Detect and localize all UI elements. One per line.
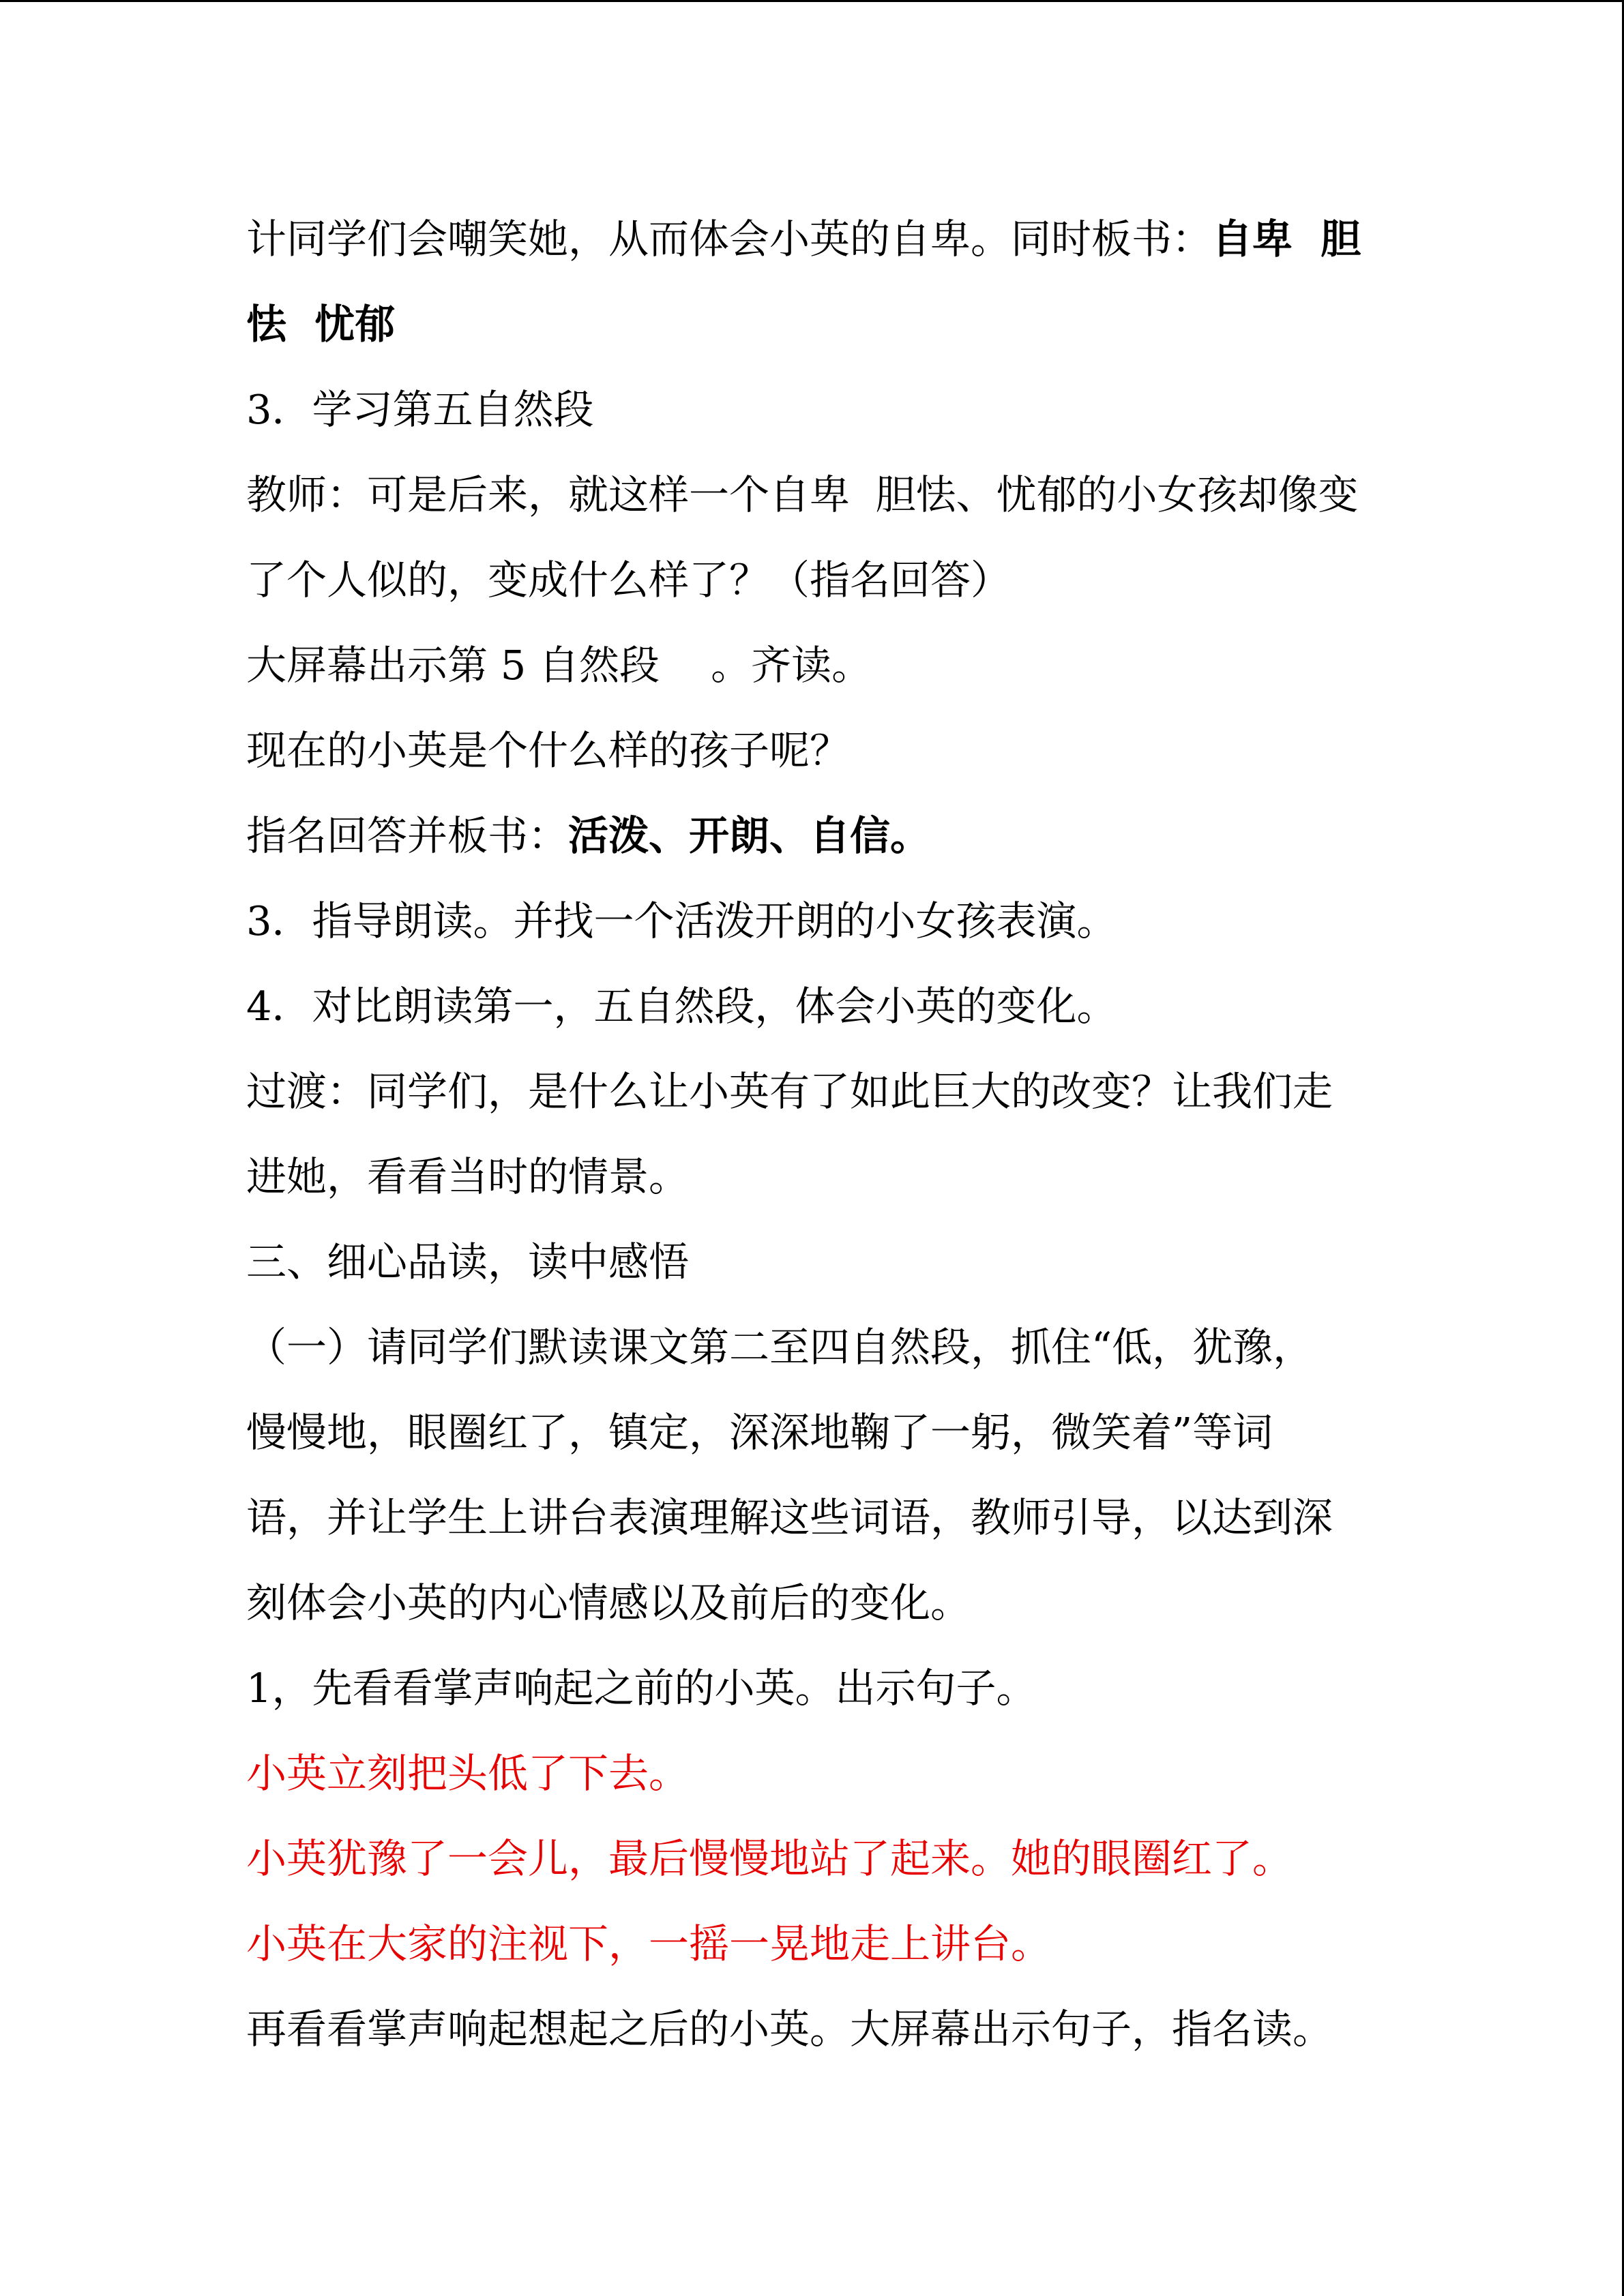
line-text: 指名回答并板书： bbox=[246, 812, 569, 859]
paragraph-line bbox=[246, 282, 1447, 367]
line-text: 3．学习第五自然段 bbox=[246, 386, 594, 433]
line-text: 4．对比朗读第一，五自然段，体会小英的变化。 bbox=[246, 983, 1117, 1030]
highlighted-sentence-text: 小英犹豫了一会儿，最后慢慢地站了起来。她的眼圈红了。 bbox=[246, 1835, 1293, 1882]
paragraph-line bbox=[246, 1134, 1447, 1219]
highlighted-sentence bbox=[246, 1816, 1447, 1901]
step-heading bbox=[246, 878, 1447, 964]
transition-text: 过渡：同学们，是什么让小英有了如此巨大的改变？让我们走 bbox=[246, 1068, 1333, 1115]
paragraph-line bbox=[246, 1475, 1447, 1560]
highlighted-sentence bbox=[246, 1731, 1447, 1816]
instruction-text: 大屏幕出示第 5 自然段 。齐读。 bbox=[246, 642, 872, 689]
paragraph-line bbox=[246, 1304, 1447, 1390]
line-text: 三、细心品读，读中感悟 bbox=[246, 1238, 690, 1285]
board-keywords: 自卑 胆 bbox=[1212, 215, 1361, 263]
paragraph-line bbox=[246, 1560, 1447, 1645]
line-text: 语，并让学生上讲台表演理解这些词语，教师引导，以达到深 bbox=[246, 1494, 1333, 1541]
paragraph-line bbox=[246, 452, 1447, 537]
step-heading bbox=[246, 964, 1447, 1049]
paragraph-line bbox=[246, 1986, 1447, 2072]
highlighted-sentence-text: 小英立刻把头低了下去。 bbox=[246, 1750, 690, 1797]
line-text: 了个人似的，变成什么样了？（指名回答） bbox=[246, 556, 1012, 603]
line-text: 3．指导朗读。并找一个活泼开朗的小女孩表演。 bbox=[246, 897, 1117, 944]
paragraph-line bbox=[246, 708, 1447, 793]
line-text: 计同学们会嘲笑她，从而体会小英的自卑。同时板书： bbox=[246, 215, 1213, 263]
step-heading bbox=[246, 1645, 1447, 1731]
highlighted-sentence-text: 小英在大家的注视下，一摇一晃地走上讲台。 bbox=[246, 1920, 1052, 1967]
board-keywords: 怯 忧郁 bbox=[246, 301, 396, 348]
question-text: 现在的小英是个什么样的孩子呢？ bbox=[246, 727, 851, 774]
paragraph-line bbox=[246, 196, 1447, 282]
teacher-speech: 教师：可是后来，就这样一个自卑 胆怯、忧郁的小女孩却像变 bbox=[246, 471, 1359, 518]
section-heading bbox=[246, 1219, 1447, 1304]
highlighted-sentence bbox=[246, 1901, 1447, 1986]
line-text: （一）请同学们默读课文第二至四自然段，抓住“低，犹豫， bbox=[246, 1324, 1314, 1371]
line-text: 刻体会小英的内心情感以及前后的变化。 bbox=[246, 1579, 971, 1626]
board-keywords: 活泼、开朗、自信。 bbox=[568, 812, 931, 859]
paragraph-line bbox=[246, 537, 1447, 623]
line-text: 慢慢地，眼圈红了，镇定，深深地鞠了一躬，微笑着”等词 bbox=[246, 1409, 1273, 1456]
line-text: 进她，看看当时的情景。 bbox=[246, 1153, 690, 1200]
paragraph-line bbox=[246, 1390, 1447, 1475]
paragraph-line bbox=[246, 793, 1447, 878]
lesson-plan-body bbox=[246, 196, 1447, 2072]
paragraph-line bbox=[246, 1049, 1447, 1134]
line-text: 1，先看看掌声响起之前的小英。出示句子。 bbox=[246, 1665, 1037, 1712]
step-heading bbox=[246, 367, 1447, 452]
line-text: 再看看掌声响起想起之后的小英。大屏幕出示句子，指名读。 bbox=[246, 2006, 1333, 2053]
paragraph-line bbox=[246, 623, 1447, 708]
